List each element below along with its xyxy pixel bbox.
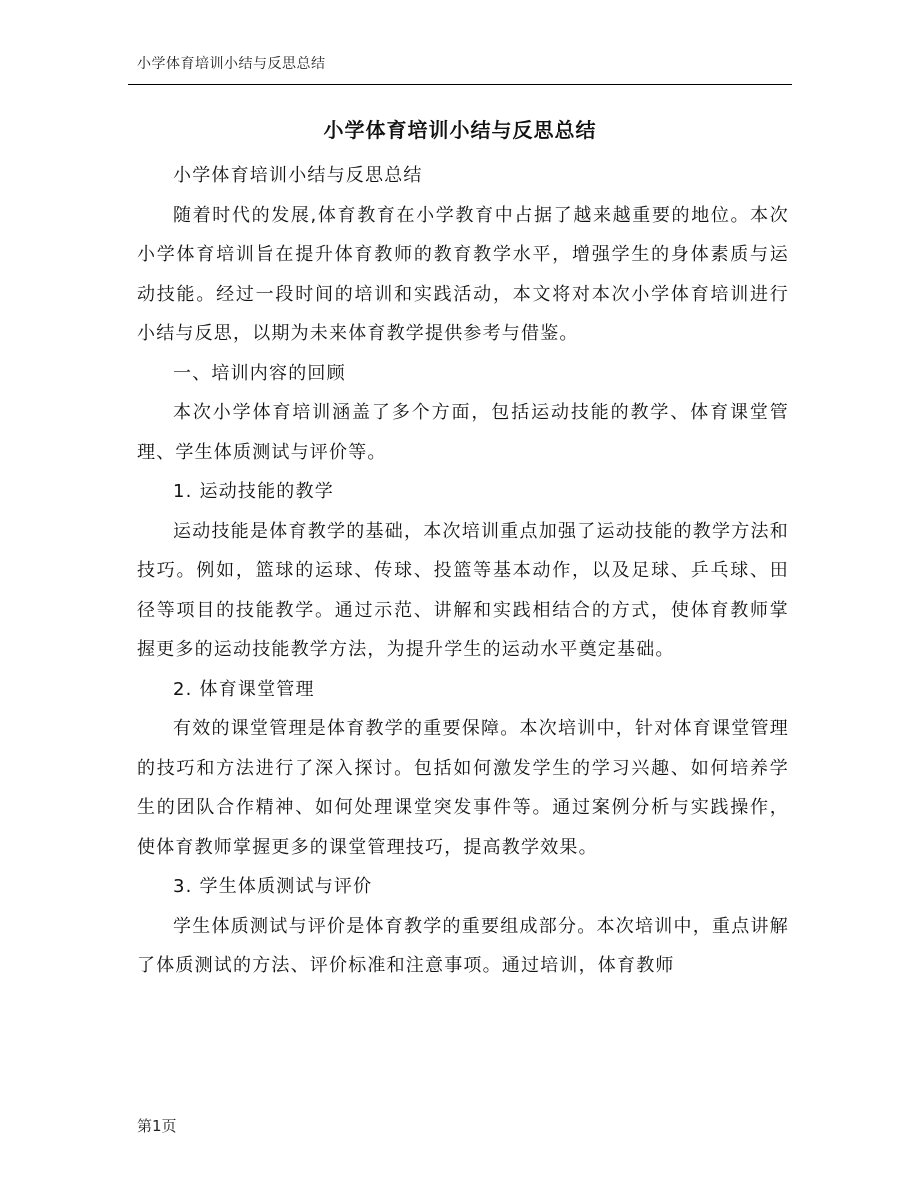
page-number: 第1页 [137, 1117, 177, 1135]
subheading-skills: 1. 运动技能的教学 [173, 481, 334, 502]
document-body [137, 156, 789, 986]
paragraph-overview: 本次小学体育培训涵盖了多个方面，包括运动技能的教学、体育课堂管理、学生体质测试与评价等。 [137, 402, 789, 463]
document-title: 小学体育培训小结与反思总结 [323, 118, 597, 142]
paragraph-fitness-test: 学生体质测试与评价是体育教学的重要组成部分。本次培训中，重点讲解了体质测试的方法、评价标准和注意事项。通过培训，体育教师 [137, 915, 789, 976]
header-divider [128, 84, 792, 85]
section-heading-1: 一、培训内容的回顾 [173, 362, 346, 384]
paragraph-classroom: 有效的课堂管理是体育教学的重要保障。本次培训中，针对体育课堂管理的技巧和方法进行了深入探讨。包括如何激发学生的学习兴趣、如何培养学生的团队合作精神、如何处理课堂突发事件等。通过案例分析与实践操作，使体育教师掌握更多的课堂管理技巧，提高教学效果。 [137, 718, 789, 858]
subheading-classroom: 2. 体育课堂管理 [173, 678, 315, 700]
running-header: 小学体育培训小结与反思总结 [137, 56, 326, 72]
paragraph-subtitle: 小学体育培训小结与反思总结 [173, 165, 423, 186]
paragraph-skills: 运动技能是体育教学的基础，本次培训重点加强了运动技能的教学方法和技巧。例如，篮球的运球、传球、投篮等基本动作，以及足球、乒乓球、田径等项目的技能教学。通过示范、讲解和实践相结合的方式，使体育教师掌握更多的运动技能教学方法，为提升学生的运动水平奠定基础。 [137, 520, 789, 660]
subheading-fitness-test: 3. 学生体质测试与评价 [173, 876, 373, 897]
paragraph-intro: 随着时代的发展,体育教育在小学教育中占据了越来越重要的地位。本次小学体育培训旨在提升体育教师的教育教学水平，增强学生的身体素质与运动技能。经过一段时间的培训和实践活动，本文将对本次小学体育培训进行小结与反思，以期为未来体育教学提供参考与借鉴。 [137, 204, 789, 344]
